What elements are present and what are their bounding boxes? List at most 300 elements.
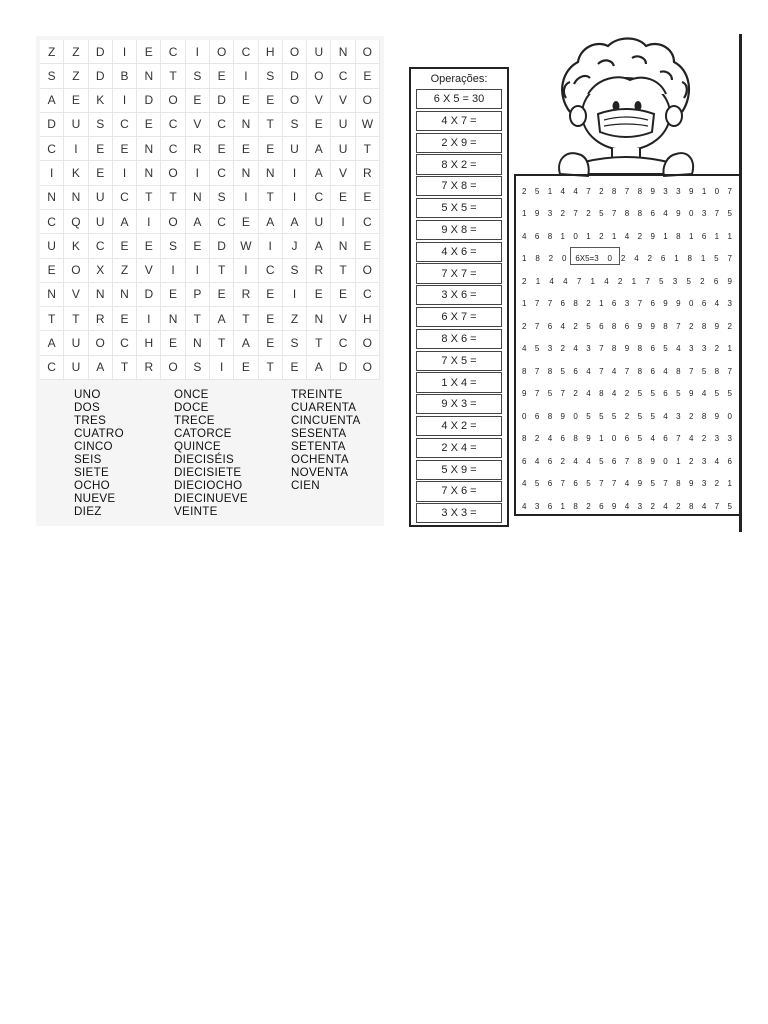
grid-letter: O <box>356 40 380 64</box>
number-cell: 7 <box>624 456 630 466</box>
operation-item: 4 X 2 = <box>416 416 502 436</box>
number-cell: 4 <box>604 276 609 286</box>
grid-letter: S <box>210 186 234 210</box>
word-list-item: DIEZ <box>74 505 102 518</box>
grid-letter: N <box>331 234 355 258</box>
grid-letter: A <box>234 331 258 355</box>
grid-letter: C <box>40 356 64 380</box>
number-cell: 5 <box>599 411 604 421</box>
grid-letter: T <box>331 259 355 283</box>
number-cell: 4 <box>634 254 639 264</box>
word-list-item: OCHENTA <box>291 453 349 466</box>
number-cell: 1 <box>674 254 679 264</box>
grid-letter: N <box>137 161 161 185</box>
number-cell: 4 <box>547 434 553 444</box>
grid-letter: O <box>356 356 380 380</box>
number-cell: 6 <box>547 479 553 489</box>
number-cell: 4 <box>663 366 668 376</box>
number-cell: 4 <box>663 411 668 421</box>
grid-letter: N <box>234 161 258 185</box>
grid-letter: N <box>137 64 161 88</box>
grid-letter: U <box>331 137 355 161</box>
grid-letter: B <box>113 64 137 88</box>
number-cell: 8 <box>676 479 681 489</box>
grid-letter: S <box>161 234 185 258</box>
number-cell: 5 <box>686 276 691 286</box>
word-list-item: CUATRO <box>74 427 124 440</box>
grid-letter: I <box>113 40 137 64</box>
number-cell: 4 <box>522 231 527 241</box>
number-cell: 2 <box>688 411 694 421</box>
grid-letter: C <box>161 137 185 161</box>
number-cell: 4 <box>714 299 720 309</box>
word-list-item: CIEN <box>291 479 320 492</box>
grid-letter: E <box>210 64 234 88</box>
number-cell: 9 <box>637 321 643 331</box>
grid-letter: R <box>234 283 258 307</box>
grid-letter: O <box>161 356 185 380</box>
number-cell: 8 <box>637 366 643 376</box>
grid-letter: C <box>234 40 258 64</box>
number-cell: 2 <box>599 186 604 196</box>
grid-letter: T <box>210 331 234 355</box>
grid-letter: N <box>161 307 185 331</box>
grid-letter: E <box>259 89 283 113</box>
number-cell: 7 <box>560 389 565 399</box>
hand-icon <box>664 153 694 176</box>
number-cell: 5 <box>727 501 732 511</box>
grid-letter: U <box>40 234 64 258</box>
grid-letter: E <box>234 210 258 234</box>
grid-letter: C <box>161 113 185 137</box>
number-cell: 7 <box>599 479 604 489</box>
grid-letter: N <box>113 283 137 307</box>
number-cell: 2 <box>548 254 554 264</box>
number-cell: 9 <box>650 231 655 241</box>
grid-letter: I <box>283 283 307 307</box>
number-row <box>522 248 732 271</box>
number-cell: 4 <box>586 456 591 466</box>
grid-letter: S <box>283 259 307 283</box>
grid-letter: R <box>356 161 380 185</box>
grid-letter: S <box>186 356 210 380</box>
number-cell: 1 <box>522 209 527 219</box>
grid-letter: Q <box>64 210 88 234</box>
grid-letter: Z <box>64 64 88 88</box>
word-list-item: QUINCE <box>174 440 221 453</box>
operation-item: 9 X 3 = <box>416 394 502 414</box>
number-cell: 2 <box>688 321 694 331</box>
mask-icon <box>598 109 654 137</box>
number-cell: 7 <box>727 186 732 196</box>
number-cell: 3 <box>714 434 720 444</box>
grid-letter: K <box>64 161 88 185</box>
grid-letter: U <box>89 186 113 210</box>
number-cell: 5 <box>534 479 540 489</box>
number-cell: 6 <box>534 411 540 421</box>
number-cell: 1 <box>676 456 681 466</box>
number-cell: 4 <box>714 456 720 466</box>
grid-letter: O <box>356 89 380 113</box>
number-cell: 4 <box>701 389 707 399</box>
grid-letter: E <box>210 137 234 161</box>
number-cell: 1 <box>663 231 668 241</box>
number-cell: 2 <box>534 434 540 444</box>
number-cell: 4 <box>650 434 655 444</box>
number-cell: 0 <box>561 254 567 264</box>
grid-letter: D <box>137 283 161 307</box>
grid-letter: S <box>186 64 210 88</box>
operation-item: 4 X 6 = <box>416 242 502 262</box>
number-cell: 7 <box>727 366 732 376</box>
number-cell: 5 <box>534 344 540 354</box>
number-cell: 8 <box>611 186 617 196</box>
number-cell: 3 <box>727 434 732 444</box>
number-cell: 1 <box>727 344 732 354</box>
grid-letter: O <box>356 331 380 355</box>
grid-letter: E <box>356 64 380 88</box>
number-cell: 3 <box>534 501 540 511</box>
grid-letter: S <box>40 64 64 88</box>
number-cell: 2 <box>650 501 655 511</box>
number-cell: 4 <box>522 501 527 511</box>
number-cell: 5 <box>701 366 707 376</box>
grid-letter: E <box>113 307 137 331</box>
grid-letter: A <box>283 210 307 234</box>
answer-highlight-box <box>570 247 620 265</box>
grid-letter: E <box>137 113 161 137</box>
grid-letter: I <box>137 307 161 331</box>
number-cell: 2 <box>560 209 565 219</box>
grid-letter: E <box>234 89 258 113</box>
grid-letter: N <box>137 137 161 161</box>
grid-letter: A <box>210 307 234 331</box>
number-cell: 3 <box>727 299 732 309</box>
number-cell: 2 <box>637 231 643 241</box>
word-list-item: CINCO <box>74 440 113 453</box>
number-cell: 7 <box>534 366 540 376</box>
number-cell: 2 <box>586 209 591 219</box>
word-list-item: NUEVE <box>74 492 116 505</box>
grid-letter: C <box>210 210 234 234</box>
number-cell: 6 <box>663 389 668 399</box>
number-cell: 4 <box>563 276 568 286</box>
grid-letter: I <box>186 161 210 185</box>
operation-item: 7 X 7 = <box>416 263 502 283</box>
grid-letter: O <box>161 89 185 113</box>
grid-letter: U <box>283 137 307 161</box>
grid-letter: A <box>307 356 331 380</box>
number-cell: 6 <box>663 434 668 444</box>
word-list-item: SESENTA <box>291 427 347 440</box>
number-cell: 7 <box>611 479 617 489</box>
number-cell: 8 <box>599 389 604 399</box>
grid-letter: C <box>113 186 137 210</box>
grid-letter: C <box>40 210 64 234</box>
number-cell: 3 <box>701 344 707 354</box>
number-row <box>522 180 732 203</box>
grid-letter: I <box>186 259 210 283</box>
number-cell: 5 <box>586 321 591 331</box>
number-cell: 1 <box>727 231 732 241</box>
number-cell: 4 <box>586 366 591 376</box>
operations-panel <box>409 67 509 527</box>
number-cell: 5 <box>727 209 732 219</box>
number-cell: 7 <box>547 299 553 309</box>
word-list-item: TREINTE <box>291 388 343 401</box>
number-cell: 5 <box>534 186 540 196</box>
grid-letter: I <box>161 259 185 283</box>
number-cell: 9 <box>534 209 540 219</box>
number-cell: 8 <box>535 254 540 264</box>
grid-letter: I <box>113 89 137 113</box>
grid-letter: Z <box>113 259 137 283</box>
number-cell: 0 <box>714 186 720 196</box>
number-cell: 8 <box>637 456 643 466</box>
number-cell: 8 <box>637 209 643 219</box>
grid-letter: V <box>331 161 355 185</box>
number-cell: 7 <box>624 186 630 196</box>
number-cell: 3 <box>663 186 668 196</box>
number-cell: 9 <box>650 321 655 331</box>
word-list-item: DIECISÉIS <box>174 453 235 466</box>
number-cell: 8 <box>547 231 553 241</box>
grid-letter: E <box>307 283 331 307</box>
number-cell: 6 <box>701 231 707 241</box>
grid-letter: C <box>259 259 283 283</box>
number-cell: 6 <box>611 299 617 309</box>
number-cell: 6 <box>547 456 553 466</box>
grid-letter: I <box>283 161 307 185</box>
number-cell: 2 <box>560 344 565 354</box>
grid-letter: E <box>113 137 137 161</box>
number-row <box>522 338 732 361</box>
number-cell: 7 <box>714 209 720 219</box>
number-cell: 1 <box>560 501 565 511</box>
word-list-item: TRECE <box>174 414 215 427</box>
number-cell: 2 <box>586 299 591 309</box>
grid-letter: R <box>89 307 113 331</box>
grid-letter: N <box>186 186 210 210</box>
grid-letter: T <box>259 186 283 210</box>
number-cell: 3 <box>672 276 678 286</box>
grid-letter: C <box>331 64 355 88</box>
operation-item: 6 X 5 = 30 <box>416 89 502 109</box>
grid-letter: E <box>113 234 137 258</box>
grid-letter: T <box>186 307 210 331</box>
number-cell: 6 <box>713 276 719 286</box>
operation-item: 9 X 8 = <box>416 220 502 240</box>
grid-letter: N <box>307 307 331 331</box>
number-cell: 7 <box>586 186 591 196</box>
number-cell: 6 <box>650 299 655 309</box>
number-cell: 9 <box>586 434 591 444</box>
number-cell: 5 <box>547 389 553 399</box>
grid-letter: E <box>161 283 185 307</box>
grid-letter: A <box>40 89 64 113</box>
operation-item: 5 X 5 = <box>416 198 502 218</box>
number-cell: 9 <box>663 299 668 309</box>
number-cell: 0 <box>663 456 668 466</box>
number-cell: 8 <box>663 321 668 331</box>
number-cell: 7 <box>534 389 540 399</box>
grid-letter: S <box>283 113 307 137</box>
grid-letter: E <box>259 307 283 331</box>
grid-letter: W <box>234 234 258 258</box>
grid-letter: C <box>113 113 137 137</box>
grid-letter: A <box>40 331 64 355</box>
number-cell: 5 <box>611 411 617 421</box>
number-cell: 6 <box>573 366 578 376</box>
number-cell: 9 <box>611 501 617 511</box>
number-cell: 0 <box>573 411 578 421</box>
number-cell: 9 <box>676 299 681 309</box>
operations-title: Operações: <box>430 73 488 85</box>
word-list-item: DIECIOCHO <box>174 479 243 492</box>
number-cell: 3 <box>547 344 553 354</box>
grid-letter: C <box>307 186 331 210</box>
number-cell: 6 <box>547 321 553 331</box>
number-cell: 7 <box>663 479 668 489</box>
grid-letter: E <box>356 186 380 210</box>
word-list-item: CATORCE <box>174 427 232 440</box>
grid-letter: N <box>64 186 88 210</box>
number-cell: 6 <box>650 209 655 219</box>
number-row <box>522 450 732 473</box>
number-cell: 8 <box>637 186 643 196</box>
number-cell: 5 <box>637 411 643 421</box>
number-cell: 4 <box>560 321 565 331</box>
grid-letter: O <box>307 64 331 88</box>
number-cell: 2 <box>688 456 694 466</box>
grid-letter: S <box>283 331 307 355</box>
operation-item: 5 X 9 = <box>416 460 502 480</box>
grid-letter: E <box>259 331 283 355</box>
grid-letter: I <box>331 210 355 234</box>
number-cell: 1 <box>590 276 595 286</box>
grid-letter: A <box>89 356 113 380</box>
number-cell: 9 <box>714 411 720 421</box>
grid-letter: R <box>137 356 161 380</box>
grid-letter: A <box>259 210 283 234</box>
number-cell: 1 <box>547 186 553 196</box>
operation-item: 3 X 3 = <box>416 503 502 523</box>
number-cell: 7 <box>645 276 650 286</box>
grid-letter: E <box>259 283 283 307</box>
number-cell: 6 <box>660 254 666 264</box>
grid-letter: H <box>137 331 161 355</box>
grid-letter: U <box>89 210 113 234</box>
number-cell: 6 <box>599 501 604 511</box>
number-cell: 6X5=3 <box>575 254 599 264</box>
number-cell: 2 <box>586 501 591 511</box>
grid-letter: W <box>356 113 380 137</box>
grid-letter: D <box>40 113 64 137</box>
grid-letter: V <box>307 89 331 113</box>
number-row <box>522 360 732 383</box>
grid-letter: I <box>113 161 137 185</box>
grid-letter: T <box>161 186 185 210</box>
grid-letter: I <box>234 186 258 210</box>
number-cell: 9 <box>560 411 565 421</box>
number-cell: 2 <box>522 186 527 196</box>
number-cell: 8 <box>676 231 681 241</box>
grid-letter: Z <box>283 307 307 331</box>
number-cell: 3 <box>676 411 681 421</box>
word-list-item: DOS <box>74 401 101 414</box>
grid-letter: I <box>283 186 307 210</box>
number-cell: 1 <box>560 231 565 241</box>
number-cell: 2 <box>624 389 630 399</box>
grid-letter: T <box>113 356 137 380</box>
grid-letter: C <box>161 40 185 64</box>
number-cell: 5 <box>714 254 719 264</box>
number-cell: 7 <box>611 209 617 219</box>
number-cell: 3 <box>547 209 553 219</box>
number-cell: 5 <box>560 366 565 376</box>
number-cell: 9 <box>688 186 694 196</box>
number-cell: 7 <box>624 366 630 376</box>
number-cell: 3 <box>701 479 707 489</box>
number-cell: 1 <box>586 231 591 241</box>
number-cell: 0 <box>611 434 617 444</box>
grid-letter: E <box>137 40 161 64</box>
number-cell: 2 <box>714 344 720 354</box>
number-cell: 6 <box>701 299 707 309</box>
number-cell: 4 <box>624 231 630 241</box>
number-cell: 6 <box>599 321 604 331</box>
grid-letter: D <box>283 64 307 88</box>
number-cell: 4 <box>611 389 617 399</box>
number-cell: 4 <box>522 344 527 354</box>
number-cell: 7 <box>573 209 578 219</box>
number-cell: 8 <box>624 209 630 219</box>
number-cell: 5 <box>586 479 591 489</box>
number-cell: 2 <box>522 321 527 331</box>
number-cell: 4 <box>573 186 578 196</box>
word-search-grid <box>40 40 380 380</box>
grid-letter: K <box>89 89 113 113</box>
grid-letter: J <box>283 234 307 258</box>
number-cell: 7 <box>688 366 694 376</box>
grid-letter: O <box>89 331 113 355</box>
word-list-item: CUARENTA <box>291 401 357 414</box>
grid-letter: C <box>331 331 355 355</box>
number-cell: 1 <box>631 276 637 286</box>
word-list-item: OCHO <box>74 479 110 492</box>
grid-letter: E <box>186 234 210 258</box>
grid-letter: E <box>161 331 185 355</box>
number-cell: 5 <box>637 389 643 399</box>
grid-letter: T <box>40 307 64 331</box>
number-cell: 7 <box>727 254 732 264</box>
grid-letter: U <box>64 356 88 380</box>
grid-letter: V <box>64 283 88 307</box>
number-cell: 4 <box>611 366 617 376</box>
number-row <box>522 473 732 496</box>
hand-icon <box>559 153 589 176</box>
grid-letter: C <box>210 161 234 185</box>
grid-letter: O <box>161 210 185 234</box>
number-cell: 9 <box>650 456 655 466</box>
grid-letter: I <box>40 161 64 185</box>
grid-letter: U <box>331 113 355 137</box>
grid-letter: I <box>186 40 210 64</box>
grid-letter: V <box>331 307 355 331</box>
grid-letter: R <box>307 259 331 283</box>
grid-letter: H <box>259 40 283 64</box>
word-list-item: SIETE <box>74 466 110 479</box>
